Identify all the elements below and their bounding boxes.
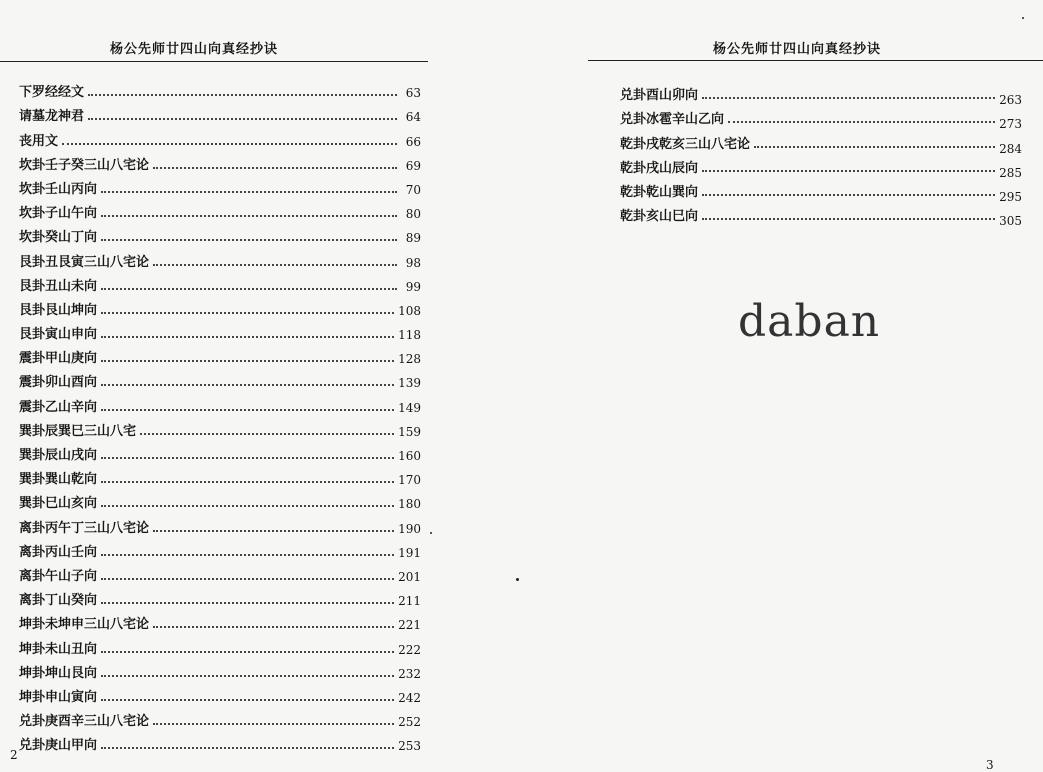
toc-entry [19, 584, 421, 608]
toc-entry-title: 震卦卯山酉向 [19, 375, 98, 391]
dot-leader [101, 409, 394, 411]
toc-entry-title: 震卦甲山庚向 [19, 351, 98, 367]
toc-entry-page-number: 232 [398, 666, 421, 681]
toc-entry-title: 艮卦丑艮寅三山八宅论 [19, 254, 150, 270]
toc-entry-page-number: 63 [405, 86, 421, 101]
toc-entry [19, 270, 421, 294]
toc-entry-page-number: 222 [398, 642, 421, 657]
toc-entry-title: 兑卦酉山卯向 [620, 88, 699, 104]
scan-speck [1022, 17, 1024, 19]
dot-leader [101, 651, 394, 653]
toc-entry [19, 76, 421, 100]
dot-leader [101, 578, 394, 580]
dot-leader [101, 312, 394, 314]
toc-entry-title: 坤卦未坤申三山八宅论 [19, 617, 150, 633]
toc-entry-page-number: 285 [999, 165, 1022, 180]
toc-entry-page-number: 252 [398, 715, 421, 730]
toc-list [19, 76, 421, 753]
toc-entry-title: 坎卦癸山丁向 [19, 230, 98, 246]
toc-entry [620, 127, 1022, 156]
dot-leader [62, 143, 397, 145]
toc-entry-title: 乾卦戌乾亥三山八宅论 [620, 136, 751, 152]
watermark-text: daban [738, 296, 881, 347]
dot-leader [153, 530, 394, 532]
toc-entry-title: 乾卦亥山巳向 [620, 209, 699, 225]
toc-entry-page-number: 253 [398, 739, 421, 754]
toc-entry-title: 兑卦庚酉辛三山八宅论 [19, 714, 150, 730]
dot-leader [153, 264, 397, 266]
dot-leader [101, 191, 397, 193]
dot-leader [754, 146, 995, 148]
toc-entry-page-number: 149 [398, 400, 421, 415]
toc-entry [19, 100, 421, 124]
toc-entry [19, 463, 421, 487]
toc-entry-page-number: 69 [405, 158, 421, 173]
toc-entry [19, 149, 421, 173]
toc-entry-title: 丧用文 [19, 133, 59, 149]
toc-entry [620, 176, 1022, 204]
dot-leader [101, 481, 394, 483]
toc-entry-page-number: 201 [398, 569, 421, 584]
toc-entry-title: 乾卦乾山巽向 [620, 184, 699, 200]
page-number: 2 [10, 748, 18, 762]
toc-entry-page-number: 263 [999, 93, 1022, 108]
toc-entry-page-number: 118 [398, 328, 421, 343]
dot-leader [101, 505, 394, 507]
toc-entry [620, 200, 1022, 229]
toc-entry-page-number: 273 [999, 117, 1022, 132]
dot-leader [101, 457, 394, 459]
toc-entry-page-number: 180 [398, 497, 421, 512]
header-rule [0, 61, 428, 62]
toc-entry-title: 艮卦丑山未向 [19, 278, 98, 294]
toc-entry-page-number: 89 [405, 231, 421, 246]
toc-entry-title: 巽卦辰巽巳三山八宅 [19, 423, 137, 439]
toc-entry [19, 197, 421, 221]
dot-leader [88, 118, 397, 120]
toc-entry [620, 79, 1022, 108]
scan-speck [430, 532, 432, 534]
toc-entry-title: 坤卦未山丑向 [19, 641, 98, 657]
toc-entry-title: 离卦丙山壬向 [19, 544, 98, 560]
toc-entry [19, 173, 421, 197]
toc-entry-title: 巽卦辰山戌向 [19, 448, 98, 463]
toc-entry-title: 坤卦申山寅向 [19, 689, 98, 705]
toc-entry-page-number: 108 [398, 303, 421, 318]
toc-entry-page-number: 242 [398, 690, 421, 705]
toc-entry-page-number: 170 [398, 473, 421, 488]
toc-entry [19, 487, 421, 511]
dot-leader [101, 602, 394, 604]
dot-leader [702, 97, 995, 99]
dot-leader [101, 215, 397, 217]
toc-entry-page-number: 305 [999, 214, 1022, 229]
toc-entry [620, 152, 1022, 180]
toc-entry-page-number: 295 [999, 189, 1022, 204]
toc-entry [19, 560, 421, 584]
dot-leader [88, 94, 397, 96]
dot-leader [140, 433, 394, 435]
dot-leader [153, 723, 394, 725]
toc-entry-page-number: 160 [398, 449, 421, 463]
toc-entry [19, 511, 421, 535]
toc-entry-title: 震卦乙山辛向 [19, 399, 98, 415]
toc-entry-title: 巽卦巽山乾向 [19, 472, 98, 488]
toc-entry [19, 657, 421, 681]
toc-entry [19, 608, 421, 632]
toc-entry-page-number: 64 [405, 110, 421, 125]
toc-entry-title: 乾卦戌山辰向 [620, 160, 699, 176]
dot-leader [101, 699, 394, 701]
dot-leader [101, 747, 394, 749]
toc-entry-page-number: 70 [405, 182, 421, 197]
toc-entry [620, 103, 1022, 132]
toc-entry [19, 124, 421, 148]
toc-entry [19, 439, 421, 463]
toc-entry [19, 366, 421, 390]
toc-entry-title: 离卦丙午丁三山八宅论 [19, 520, 150, 536]
toc-entry-title: 离卦午山子向 [19, 568, 98, 584]
toc-entry [19, 294, 421, 318]
toc-entry-page-number: 98 [405, 255, 421, 270]
toc-entry [19, 245, 421, 269]
toc-entry-title: 请墓龙神君 [19, 109, 85, 125]
toc-entry-title: 巽卦巳山亥向 [19, 496, 98, 512]
dot-leader [101, 360, 394, 362]
toc-entry [19, 390, 421, 414]
toc-entry-title: 下罗经经文 [19, 85, 85, 101]
toc-entry [19, 729, 421, 753]
toc-entry-title: 兑卦冰雹辛山乙向 [620, 112, 725, 128]
toc-entry-page-number: 66 [405, 134, 421, 149]
toc-entry-page-number: 99 [405, 279, 421, 294]
dot-leader [101, 239, 397, 241]
scan-speck [516, 578, 519, 581]
toc-entry-page-number: 221 [398, 618, 421, 633]
toc-list [620, 79, 1022, 229]
toc-entry [19, 632, 421, 656]
toc-entry [19, 318, 421, 342]
toc-entry [19, 342, 421, 366]
toc-entry-title: 兑卦庚山甲向 [19, 738, 98, 754]
toc-entry [19, 536, 421, 560]
toc-entry-title: 坎卦子山午向 [19, 206, 98, 222]
header-rule [588, 60, 1043, 61]
dot-leader [728, 121, 995, 123]
page-number: 3 [986, 758, 994, 772]
dot-leader [101, 675, 394, 677]
toc-entry [19, 415, 421, 439]
dot-leader [101, 288, 397, 290]
toc-entry-title: 艮卦艮山坤向 [19, 302, 98, 318]
running-head: 杨公先师廿四山向真经抄诀 [713, 42, 882, 57]
dot-leader [101, 336, 394, 338]
toc-entry [19, 681, 421, 705]
dot-leader [153, 626, 394, 628]
left-page [0, 0, 520, 770]
toc-entry-page-number: 139 [398, 376, 421, 391]
dot-leader [153, 167, 397, 169]
toc-entry-page-number: 284 [999, 141, 1022, 156]
dot-leader [101, 554, 394, 556]
toc-entry-title: 坎卦壬山丙向 [19, 181, 98, 197]
toc-entry-title: 艮卦寅山申向 [19, 327, 98, 343]
toc-entry-title: 坎卦壬子癸三山八宅论 [19, 157, 150, 173]
toc-entry-page-number: 211 [398, 594, 421, 609]
toc-entry [19, 705, 421, 729]
dot-leader [702, 218, 995, 220]
toc-entry [19, 221, 421, 245]
dot-leader [702, 170, 995, 172]
toc-entry-title: 离卦丁山癸向 [19, 593, 98, 609]
toc-entry-page-number: 159 [398, 424, 421, 439]
toc-entry-page-number: 190 [398, 521, 421, 536]
toc-entry-page-number: 128 [398, 352, 421, 367]
toc-entry-title: 坤卦坤山艮向 [19, 665, 98, 681]
dot-leader [702, 194, 995, 196]
right-page [520, 0, 1043, 770]
toc-entry-page-number: 191 [398, 545, 421, 560]
toc-entry-page-number: 80 [405, 207, 421, 222]
running-head: 杨公先师廿四山向真经抄诀 [110, 42, 279, 57]
dot-leader [101, 384, 394, 386]
